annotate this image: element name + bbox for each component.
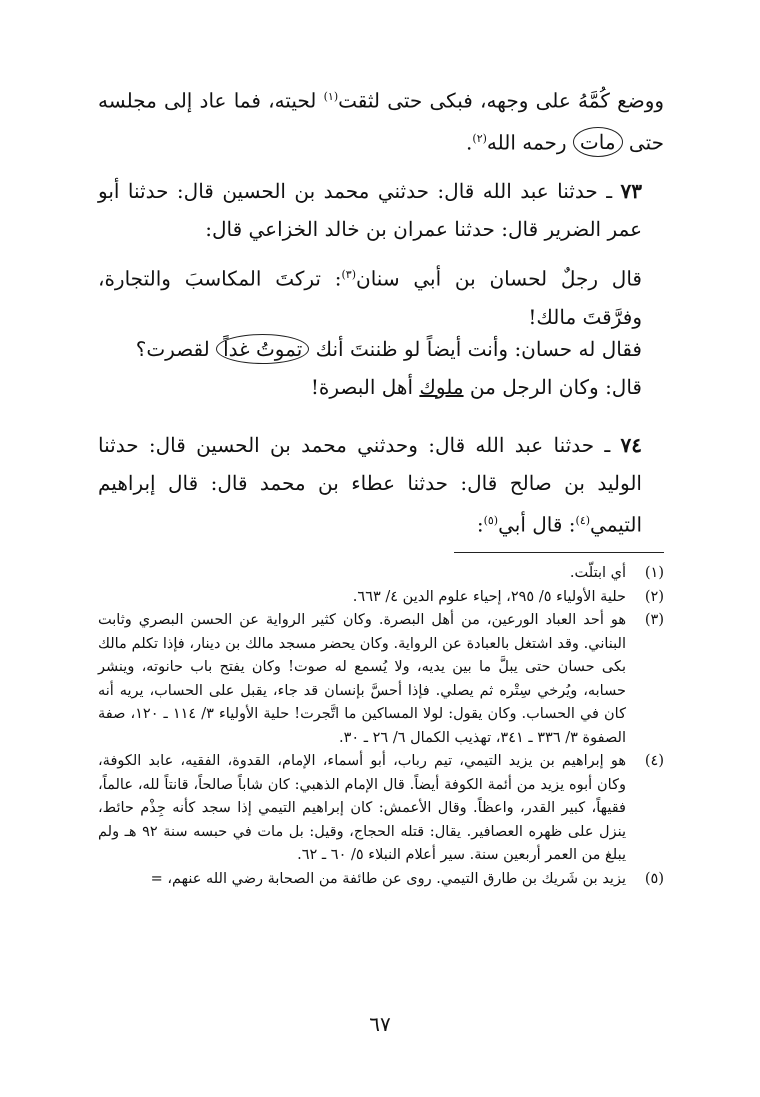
footnote-number: (٣) [644, 612, 664, 628]
footnote-number: (١) [644, 565, 664, 581]
section-73-text: ـ حدثنا عبد الله قال: حدثني محمد بن الحسين قال: حدثنا أبو عمر الضرير قال: حدثنا عمران بن خالد الخزاعي قال: [98, 179, 642, 241]
section-74-end: : [476, 512, 484, 537]
section-74 [98, 426, 664, 544]
circled-word-mat: مات [573, 127, 623, 157]
footnote-text: أي ابتلّت. [569, 565, 626, 581]
footnote-text: يزيد بن شَريك بن طارق التيمي. روى عن طائفة من الصحابة رضي الله عنهم، = [150, 870, 626, 887]
paragraph-1-text-start: ووضع كُمَّهُ على وجهه، فبكى حتى لثقت [338, 88, 665, 113]
footnote-4 [98, 750, 664, 868]
footnote-ref-5: (٥) [483, 514, 499, 527]
section-74-mid: : قال أبي [498, 512, 576, 537]
footnotes [98, 562, 664, 891]
section-number-73: ٧٣ [620, 179, 642, 203]
paragraph-5 [98, 368, 664, 406]
section-74-text: ـ حدثنا عبد الله قال: وحدثني محمد بن الحسين قال: حدثنا الوليد بن صالح قال: حدثنا عطاء بن محمد قال: قال إبراهيم التيمي [98, 433, 642, 537]
footnote-number: (٢) [644, 588, 664, 605]
footnote-text: حلية الأولياء ٥/ ٢٩٥، إحياء علوم الدين ٤/ ٦٦٣. [352, 588, 626, 605]
footnote-ref-2: (٢) [472, 131, 487, 145]
footnote-3 [98, 609, 664, 750]
page-number: ٦٧ [369, 1012, 391, 1036]
paragraph-3 [98, 256, 664, 336]
footnote-ref-4: (٤) [575, 514, 591, 527]
footnote-text: هو أحد العباد الورعين، من أهل البصرة. وكان كثير الرواية عن الحسن البصري وثابت البناني. وقد اشتغل بالعبادة عن الرواية. وكان يحضر مسجد مالك بن دينار، فإذا تكلم مالك بكى حسان حتى يبلَّ ما بين يديه، ولا يُسمع له صوت! وكان يفتح باب حانوته، وينشر حسابه، ويُرخي سِتْره ثم يصلي. فإذا أحسَّ بإنسان قد جاء، يقبل على الحساب، يريه أنه كان في الحساب. وكان يقول: لولا المساكين ما اتَّجرت! حلية الأولياء ٣/ ١١٤ ـ ١٢٠، صفة الصفوة ٣/ ٣٣٦ ـ ٣٤١، تهذيب الكمال ٦/ ٢٦ ـ ٣٠. [98, 612, 626, 746]
footnote-2 [98, 586, 664, 610]
footnote-5 [98, 868, 664, 892]
footnote-1 [98, 562, 664, 586]
paragraph-3-end: : تركتَ المكاسبَ والتجارة، وفرَّقتَ مالك! [98, 266, 642, 329]
footnote-number: (٥) [644, 870, 664, 887]
paragraph-5-start: قال: وكان الرجل من [463, 375, 642, 399]
footnote-ref-1: (١) [323, 90, 339, 103]
section-number-74: ٧٤ [620, 433, 642, 457]
footnote-text: هو إبراهيم بن يزيد التيمي، تيم رباب، أبو أسماء، الإمام، القدوة، الفقيه، عابد الكوفة، وكان أبوه يزيد من أئمة الكوفة أيضاً. قال الإمام الذهبي: كان شاباً صالحاً، قانتاً لله، عالماً، فقيهاً، كبير القدر، واعظاً. وقال الأعمش: كان إبراهيم التيمي إذا سجد كأنه جِذْم حائط، ينزل على ظهره العصافير. يقال: قتله الحجاج، وقيل: بل مات في حبسه سنة ٩٢ هـ ولم يبلغ من العمر أربعين سنة. سير أعلام النبلاء ٥/ ٦٠ ـ ٦٢. [98, 753, 626, 863]
paragraph-1 [98, 78, 664, 161]
paragraph-4-end: لقصرت؟ [135, 337, 217, 361]
section-73 [98, 172, 664, 248]
paragraph-4-start: فقال له حسان: وأنت أيضاً لو ظننتَ أنك [309, 337, 642, 361]
paragraph-4 [98, 330, 664, 368]
footnote-number: (٤) [644, 753, 664, 769]
paragraph-1-tail: . [466, 130, 473, 155]
paragraph-1-text-mid: لحيته، فما عاد إلى [164, 88, 324, 113]
underlined-word: ملوك [419, 375, 464, 399]
paragraph-1-line-2-start: مجلسه حتى [98, 88, 664, 155]
footnote-ref-3: (٣) [341, 268, 357, 281]
paragraph-5-end: أهل البصرة! [310, 375, 420, 399]
paragraph-1-line-2-end: رحمه الله [486, 130, 573, 155]
circled-phrase: تموتُ غداً [216, 334, 309, 364]
paragraph-3-start: قال رجلٌ لحسان بن أبي سنان [356, 266, 642, 291]
footnote-separator [454, 552, 664, 553]
